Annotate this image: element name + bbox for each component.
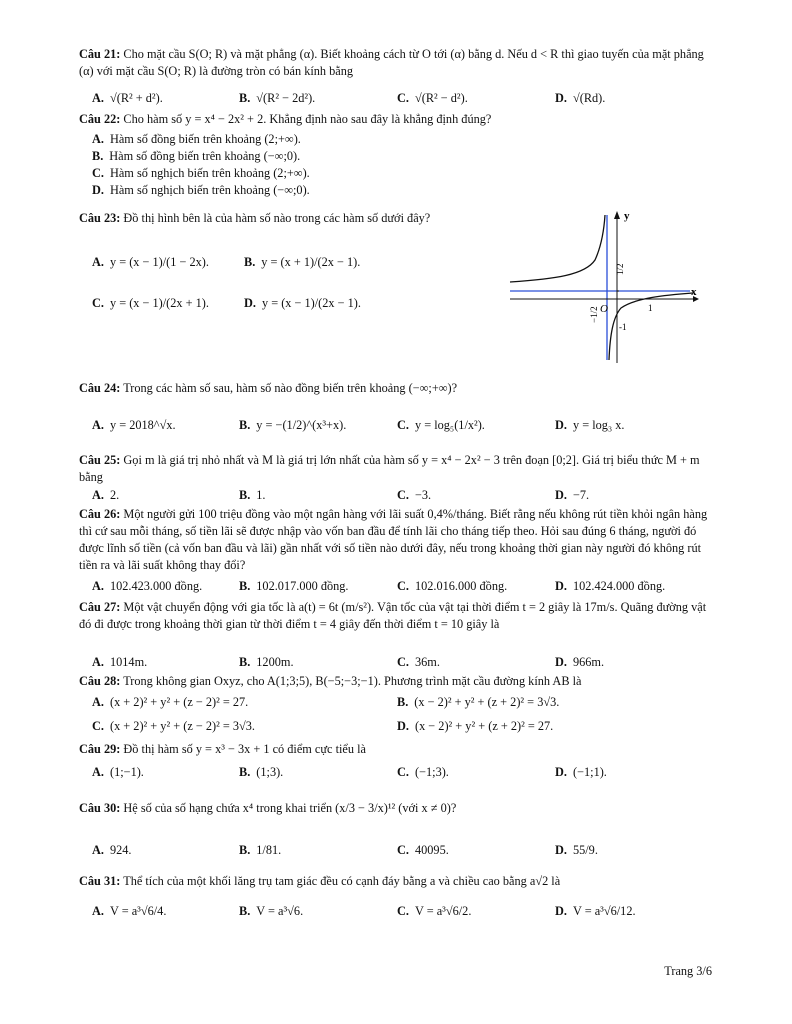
question-label: Câu 31: [79, 874, 121, 888]
option-d: D. 102.424.000 đồng. [555, 579, 666, 593]
option-c: C. V = a³√6/2. [397, 904, 472, 918]
question-text: Trong các hàm số sau, hàm số nào đồng biến trên khoảng (−∞;+∞)? [123, 381, 458, 395]
option-b: B. Hàm số đồng biến trên khoảng (−∞;0). [92, 149, 301, 163]
question-text: Một vật chuyển động với gia tốc là a(t) = 6t (m/s²). Vận tốc của vật tại thời điểm t = 2 giây là 17m/s. Quãng đường vật đó đi được trong khoảng thời gian từ thời điểm t = 4 giây đến thời điểm t = 10 giây là [79, 600, 707, 631]
options-23a [92, 255, 392, 285]
option-a: A. (1;−1). [92, 765, 144, 779]
option-d: D. y = log₃ x. [555, 418, 625, 432]
question-label: Câu 28: [79, 674, 121, 688]
option-d: D. √(Rd). [555, 91, 606, 105]
question-text: Gọi m là giá trị nhỏ nhất và M là giá trị lớn nhất của hàm số y = x⁴ − 2x² − 3 trên đoạn [0;2]. Giá trị biểu thức M + m bằng [79, 453, 700, 484]
option-b: B. (x − 2)² + y² + (z + 2)² = 3√3. [397, 695, 560, 709]
option-b: B. √(R² − 2d²). [239, 91, 316, 105]
question-text: Cho mặt cầu S(O; R) và mặt phẳng (α). Biết khoảng cách từ O tới (α) bằng d. Nếu d < R thì giao tuyến của mặt phẳng (α) với mặt cầu S(O; R) là đường tròn có bán kính bằng [79, 47, 704, 78]
option-c: C. 40095. [397, 843, 449, 857]
question-label: Câu 26: [79, 507, 121, 521]
question-label: Câu 21: [79, 47, 121, 61]
question-30 [79, 800, 715, 817]
question-22 [79, 111, 715, 128]
tick-neg-half: −1/2 [589, 306, 599, 323]
question-25 [79, 452, 715, 486]
question-text: Đồ thị hình bên là của hàm số nào trong các hàm số dưới đây? [123, 211, 431, 225]
option-c: C. √(R² − d²). [397, 91, 468, 105]
question-label: Câu 23: [79, 211, 121, 225]
option-a: A. V = a³√6/4. [92, 904, 167, 918]
option-b: B. 1. [239, 488, 266, 502]
option-c: C. Hàm số nghịch biến trên khoảng (2;+∞). [92, 166, 310, 180]
option-c: C. (x + 2)² + y² + (z − 2)² = 3√3. [92, 719, 255, 733]
option-c: C. (−1;3). [397, 765, 449, 779]
options-29 [92, 765, 712, 795]
option-d: D. 966m. [555, 655, 605, 669]
option-b: B. 1/81. [239, 843, 282, 857]
question-21 [79, 46, 715, 80]
option-a: A. 1014m. [92, 655, 148, 669]
option-c: C. y = (x − 1)/(2x + 1). [92, 296, 209, 310]
question-text: Đồ thị hàm số y = x³ − 3x + 1 có điểm cực tiểu là [123, 742, 366, 756]
x-label: x [691, 286, 697, 298]
tick-one: 1 [648, 303, 653, 313]
option-d: D. −7. [555, 488, 590, 502]
question-29 [79, 741, 715, 758]
option-c: C. y = log₅(1/x²). [397, 418, 485, 432]
option-c: C. −3. [397, 488, 432, 502]
question-23 [79, 210, 474, 227]
option-d: D. (x − 2)² + y² + (z + 2)² = 27. [397, 719, 554, 733]
question-label: Câu 27: [79, 600, 121, 614]
option-d: D. Hàm số nghịch biến trên khoảng (−∞;0). [92, 183, 310, 197]
question-label: Câu 30: [79, 801, 121, 815]
question-label: Câu 25: [79, 453, 121, 467]
question-text: Trong không gian Oxyz, cho A(1;3;5), B(−5;−3;−1). Phương trình mặt cầu đường kính AB là [123, 674, 582, 688]
tick-neg-one: -1 [619, 322, 627, 332]
left-branch [510, 215, 605, 282]
option-b: B. (1;3). [239, 765, 284, 779]
question-31 [79, 873, 715, 890]
option-b: B. y = −(1/2)^(x³+x). [239, 418, 347, 432]
option-d: D. y = (x − 1)/(2x − 1). [244, 296, 361, 310]
question-26 [79, 506, 715, 574]
tick-half: 1/2 [615, 263, 625, 275]
question-label: Câu 22: [79, 112, 121, 126]
options-22 [92, 131, 310, 199]
option-a: A. 2. [92, 488, 120, 502]
page-number: Trang 3/6 [664, 964, 712, 978]
option-c: C. 36m. [397, 655, 440, 669]
option-d: D. (−1;1). [555, 765, 607, 779]
question-27 [79, 599, 715, 633]
option-d: D. V = a³√6/12. [555, 904, 636, 918]
options-30 [92, 843, 712, 873]
option-a: A. 924. [92, 843, 132, 857]
option-a: A. 102.423.000 đồng. [92, 579, 203, 593]
origin-label: O [600, 303, 608, 315]
option-b: B. V = a³√6. [239, 904, 304, 918]
option-a: A. (x + 2)² + y² + (z − 2)² = 27. [92, 695, 249, 709]
option-b: B. 1200m. [239, 655, 294, 669]
option-a: A. y = 2018^√x. [92, 418, 176, 432]
option-a: A. Hàm số đồng biến trên khoảng (2;+∞). [92, 132, 301, 146]
options-24 [92, 418, 712, 448]
option-b: B. y = (x + 1)/(2x − 1). [244, 255, 361, 269]
question-text: Một người gửi 100 triệu đồng vào một ngân hàng với lãi suất 0,4%/tháng. Biết rằng nếu không rút tiền khỏi ngân hàng thì cứ sau mỗi tháng, số tiền lãi sẽ được nhập vào vốn ban đầu để tính lãi cho tháng tiếp theo. Hỏi sau đúng 6 tháng, người đó được lĩnh số tiền (cả vốn ban đầu và lãi) gần nhất với số tiền nào dưới đây, nếu trong khoảng thời gian này người đó không rút tiền ra và lãi suất không thay đổi? [79, 507, 708, 572]
options-31 [92, 904, 712, 934]
hyperbola-graph [505, 205, 700, 363]
option-c: C. 102.016.000 đồng. [397, 579, 508, 593]
question-28 [79, 673, 715, 690]
option-a: A. y = (x − 1)/(1 − 2x). [92, 255, 209, 269]
question-text: Hệ số của số hạng chứa x⁴ trong khai triển (x/3 − 3/x)¹² (với x ≠ 0)? [123, 801, 457, 815]
options-23b [92, 296, 392, 326]
question-24 [79, 380, 715, 397]
option-d: D. 55/9. [555, 843, 598, 857]
question-text: Cho hàm số y = x⁴ − 2x² + 2. Khẳng định nào sau đây là khẳng định đúng? [123, 112, 492, 126]
question-label: Câu 29: [79, 742, 121, 756]
option-a: A. √(R² + d²). [92, 91, 163, 105]
y-label: y [624, 210, 630, 222]
question-text: Thể tích của một khối lăng trụ tam giác đều có cạnh đáy bằng a và chiều cao bằng a√2 là [123, 874, 561, 888]
option-b: B. 102.017.000 đồng. [239, 579, 349, 593]
question-label: Câu 24: [79, 381, 121, 395]
